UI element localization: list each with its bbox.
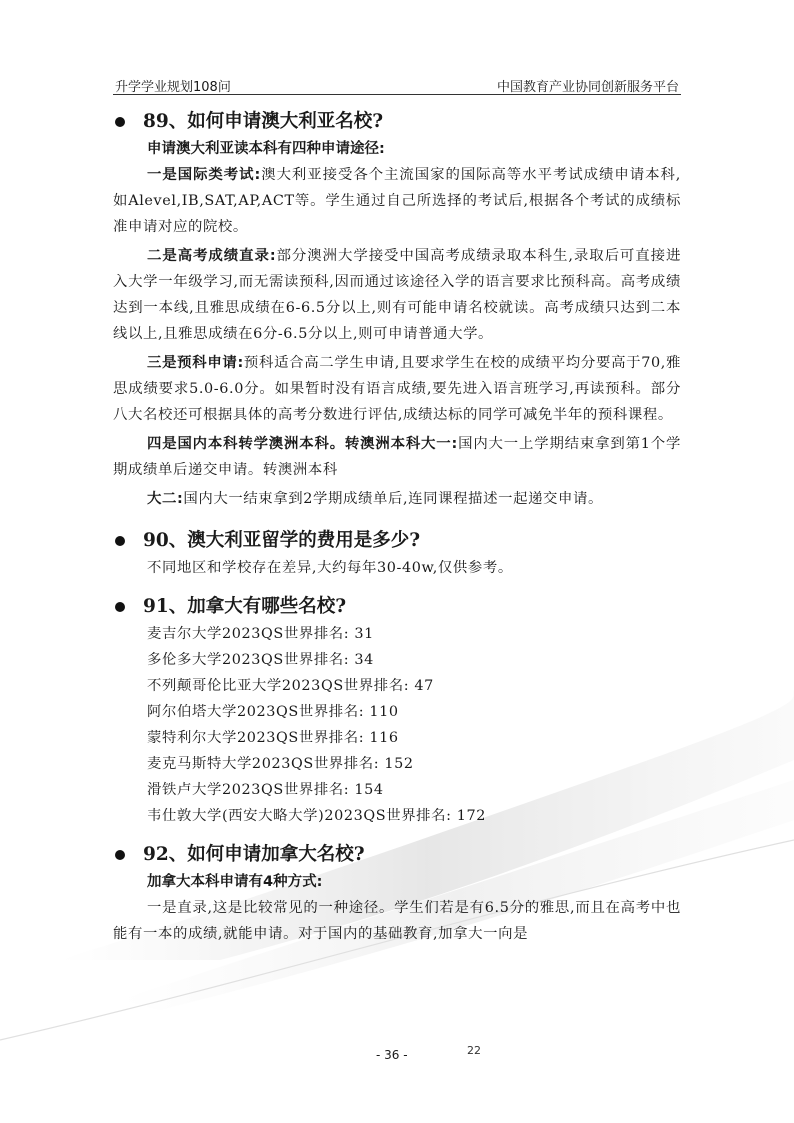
list-item: 麦吉尔大学2023QS世界排名: 31 [147,626,374,642]
page-number-secondary: 22 [467,1044,481,1057]
page-footer [0,1044,794,1068]
list-item: 多伦多大学2023QS世界排名: 34 [147,652,374,668]
list-item: 不列颠哥伦比亚大学2023QS世界排名: 47 [147,678,434,694]
question-92-subtitle: 加拿大本科申请有4种方式: [147,874,323,890]
paragraph: 一是国际类考试:澳大利亚接受各个主流国家的国际高等水平考试成绩申请本科,如Alevel,IB,SAT,AP,ACT等。学生通过自己所选择的考试后,根据各个考试的成绩标准申请对应的院校。 [113,167,681,235]
question-90-answer: 不同地区和学校存在差异,大约每年30-40w,仅供参考。 [147,560,513,576]
list-item: 麦克马斯特大学2023QS世界排名: 152 [147,756,414,772]
list-item: 韦仕敦大学(西安大略大学)2023QS世界排名: 172 [147,808,487,824]
page-content [113,108,681,950]
page-number: - 36 - [376,1048,408,1062]
question-92 [113,841,681,947]
bullet-icon [115,536,125,546]
university-ranking-list [113,621,681,829]
paragraph: 二是高考成绩直录:部分澳洲大学接受中国高考成绩录取本科生,录取后可直接进入大学一年级学习,而无需读预科,因而通过该途径入学的语言要求比预科高。高考成绩达到一本线,且雅思成绩在6-6.5分以上,则有可能申请名校就读。高考成绩只达到二本线以上,且雅思成绩在6分-6.5分以上,则可申请普通大学。 [113,248,681,342]
header-right-title: 中国教育产业协同创新服务平台 [496,80,679,95]
bullet-icon [115,602,125,612]
paragraph: 一是直录,这是比较常见的一种途径。学生们若是有6.5分的雅思,而且在高考中也能有一本的成绩,就能申请。对于国内的基础教育,加拿大一向是 [113,900,681,942]
bullet-icon [115,850,125,860]
paragraph: 三是预科申请:预科适合高二学生申请,且要求学生在校的成绩平均分要高于70,雅思成绩要求5.0-6.0分。如果暂时没有语言成绩,要先进入语言班学习,再读预科。部分八大名校还可根据具体的高考分数进行评估,成绩达标的同学可减免半年的预科课程。 [113,355,681,423]
question-91-title: 91、加拿大有哪些名校? [113,593,681,621]
question-90-title: 90、澳大利亚留学的费用是多少? [113,527,681,555]
question-89-subtitle: 申请澳大利亚读本科有四种申请途径: [147,141,385,157]
bullet-icon [115,117,125,127]
question-92-title: 92、如何申请加拿大名校? [113,841,681,869]
paragraph: 四是国内本科转学澳洲本科。转澳洲本科大一:国内大一上学期结束拿到第1个学期成绩单后递交申请。转澳洲本科 [113,436,681,478]
question-89-title: 89、如何申请澳大利亚名校? [113,108,681,136]
list-item: 阿尔伯塔大学2023QS世界排名: 110 [147,704,399,720]
question-90 [113,527,681,581]
page-header [113,70,681,95]
list-item: 蒙特利尔大学2023QS世界排名: 116 [147,730,399,746]
paragraph: 大二:国内大一结束拿到2学期成绩单后,连同课程描述一起递交申请。 [147,491,604,507]
list-item: 滑铁卢大学2023QS世界排名: 154 [147,782,384,798]
header-left-title: 升学学业规划108问 [115,80,231,95]
question-89 [113,108,681,512]
question-91 [113,593,681,829]
